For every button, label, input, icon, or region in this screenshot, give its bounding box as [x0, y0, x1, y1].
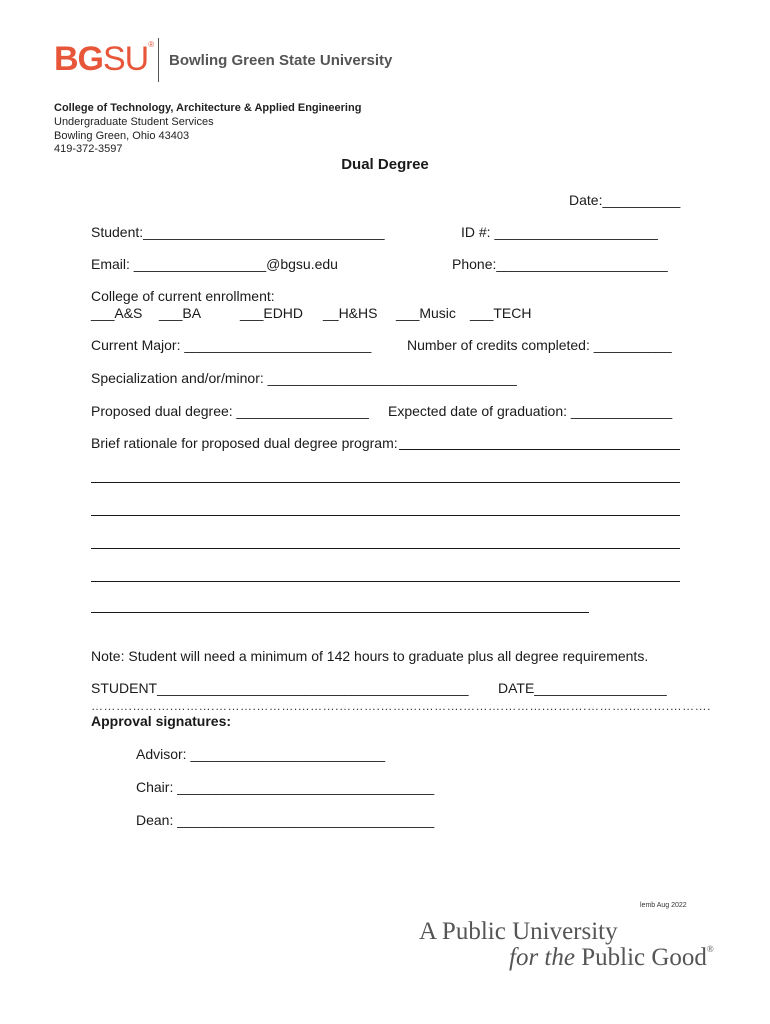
college-option-music[interactable]: ___Music [396, 305, 456, 321]
student-signature-field[interactable]: STUDENT________________________________________ [91, 680, 469, 696]
university-name: Bowling Green State University [169, 52, 393, 69]
college-option-tech[interactable]: ___TECH [470, 305, 532, 321]
phone-field[interactable]: Phone:______________________ [452, 256, 668, 272]
hours-note: Note: Student will need a minimum of 142 hours to graduate plus all degree requirements. [91, 648, 649, 664]
credits-completed-field[interactable]: Number of credits completed: __________ [407, 337, 672, 353]
rationale-line[interactable] [91, 515, 680, 516]
college-option-edhd[interactable]: ___EDHD [240, 305, 304, 321]
college-enrollment-label: College of current enrollment: [91, 288, 275, 304]
chair-signature-field[interactable]: Chair: _________________________________ [136, 779, 435, 795]
logo-divider [158, 38, 159, 82]
rationale-line[interactable] [91, 581, 680, 582]
college-option-as[interactable]: ___A&S [91, 305, 143, 321]
signature-date-field[interactable]: DATE_________________ [498, 680, 667, 696]
student-field[interactable]: Student:_______________________________ [91, 224, 385, 240]
date-field[interactable]: Date:__________ [569, 192, 681, 208]
current-major-field[interactable]: Current Major: ________________________ [91, 337, 372, 353]
office-name: Undergraduate Student Services [54, 116, 214, 128]
rationale-line[interactable] [91, 612, 589, 613]
revision-note: lemb Aug 2022 [640, 902, 687, 909]
slogan-line-1: A Public University [419, 918, 618, 945]
page-title: Dual Degree [341, 156, 429, 173]
college-option-ba[interactable]: ___BA [159, 305, 202, 321]
rationale-line[interactable] [91, 548, 680, 549]
rationale-line[interactable] [399, 449, 680, 450]
approval-heading: Approval signatures: [91, 713, 232, 729]
office-city: Bowling Green, Ohio 43403 [54, 130, 190, 142]
proposed-degree-field[interactable]: Proposed dual degree: _________________ [91, 403, 369, 419]
college-option-hhs[interactable]: __H&HS [323, 305, 378, 321]
dotted-separator: ……….……….……….……….……….……….……….……….……….……….……….……….……….……….………. [91, 699, 712, 713]
rationale-label: Brief rationale for proposed dual degree program: [91, 435, 398, 451]
graduation-date-field[interactable]: Expected date of graduation: _____________ [388, 403, 673, 419]
college-name: College of Technology, Architecture & Applied Engineering [54, 102, 362, 114]
slogan-line-2: for the Public Good® [509, 944, 714, 971]
email-field[interactable]: Email: _________________@bgsu.edu [91, 256, 338, 272]
bgsu-logo: BGSU® [54, 40, 154, 78]
id-field[interactable]: ID #: _____________________ [461, 224, 658, 240]
office-phone: 419-372-3597 [54, 143, 123, 155]
dean-signature-field[interactable]: Dean: _________________________________ [136, 812, 435, 828]
advisor-signature-field[interactable]: Advisor: _________________________ [136, 746, 386, 762]
specialization-field[interactable]: Specialization and/or/minor: ________________________________ [91, 370, 517, 386]
rationale-line[interactable] [91, 482, 680, 483]
